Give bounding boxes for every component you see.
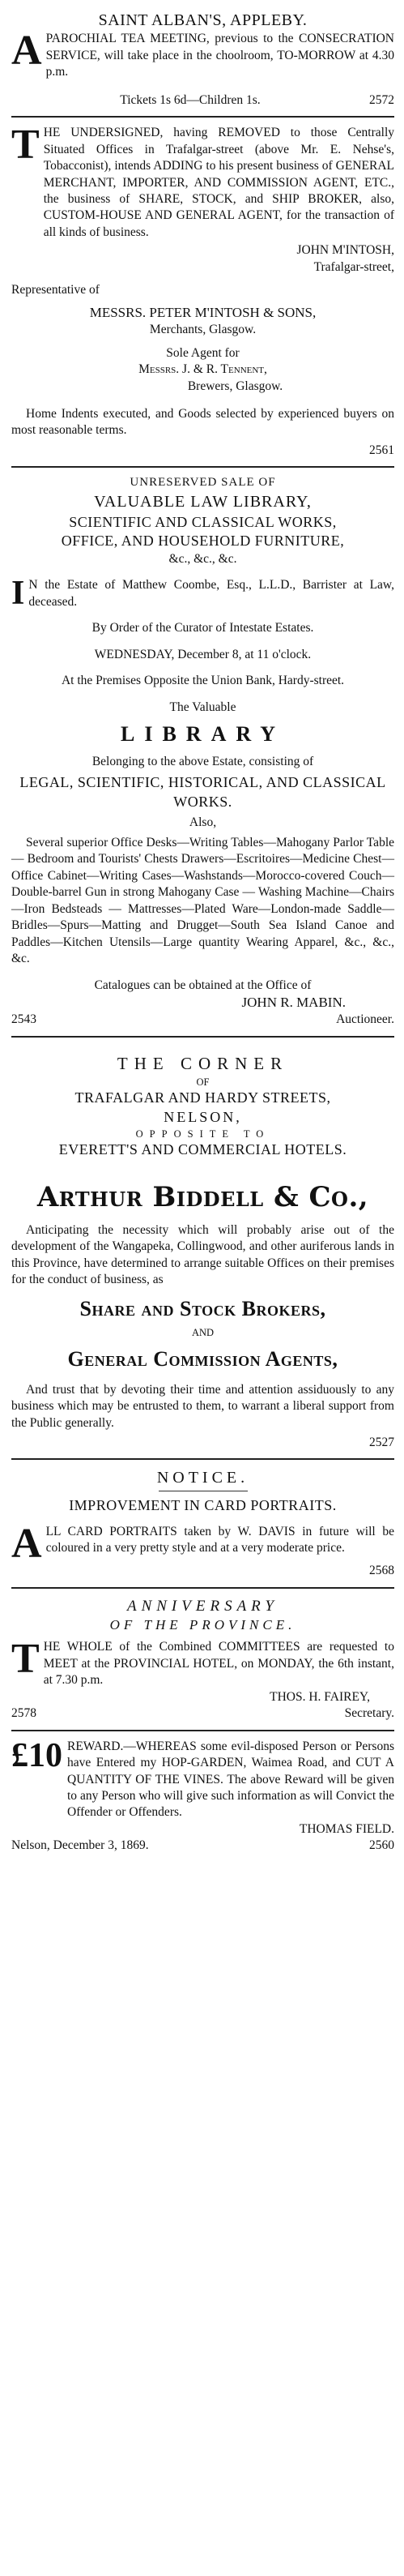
premises: At the Premises Opposite the Union Bank, Hardy-street. — [61, 674, 345, 688]
divider — [11, 1730, 394, 1731]
ad-text: HE UNDERSIGNED, having REMOVED to those Centrally Situated Offices in Trafalgar-street (above Mr. E. Nehse's, Tobacconist), intends ADDING to his present business of GENERAL MERCHANT, IMPORTER, AND COMMISSION AGENT, ETC., the business of SHARE, STOCK, and SHIP BROKER, also, CUSTOM-HOUSE AND GENERAL AGENT, for the transaction of all kinds of business. — [43, 126, 394, 239]
divider — [11, 1458, 394, 1460]
ad-saint-albans — [11, 5, 394, 113]
sole-agent: Sole Agent for — [166, 345, 240, 360]
sale-line-3: SCIENTIFIC AND CLASSICAL WORKS, — [69, 513, 337, 530]
ad-portraits — [11, 1462, 394, 1584]
ad-number: 2560 — [369, 1838, 394, 1853]
brewers: Brewers, Glasgow. — [187, 379, 283, 393]
signature-street: Trafalgar-street, — [313, 259, 394, 274]
divider — [11, 1036, 394, 1038]
reward-amount: £10 — [11, 1736, 62, 1774]
sale-date: WEDNESDAY, December 8, at 11 o'clock. — [94, 647, 312, 661]
ad-body — [11, 122, 394, 241]
signature-name: THOMAS FIELD. — [299, 1821, 394, 1836]
ad-number: 2568 — [369, 1564, 394, 1578]
ad-number: 2578 — [11, 1706, 36, 1721]
estate-text: N the Estate of Matthew Coombe, Esq., L.L.D., Barrister at Law, deceased. — [28, 578, 394, 609]
ad-biddell — [11, 1040, 394, 1457]
streets: TRAFALGAR AND HARDY STREETS, — [74, 1089, 331, 1106]
estate-para — [11, 575, 394, 613]
ad-text: REWARD.—WHEREAS some evil-disposed Person or Persons have Entered my HOP-GARDEN, Waimea Road, and CUT A QUANTITY OF THE VINES. The above Reward will be given to any Person who will give such information as will Convict the Offender or Offenders. — [67, 1739, 394, 1820]
ad-body — [11, 1736, 394, 1821]
ad-text: Anticipating the necessity which will probably arise out of the development of the Wangapeka, Collingwood, and other auriferous lands in this Province, have determined to arrange suitable Offices on their premises for the conduct of business, as — [11, 1222, 394, 1287]
divider — [11, 116, 394, 118]
ad-title: SAINT ALBAN'S, APPLEBY. — [98, 11, 308, 29]
nelson: NELSON, — [164, 1108, 242, 1125]
drop-cap: A — [11, 1520, 42, 1567]
opposite-label: OPPOSITE TO — [135, 1128, 270, 1140]
ad-footer — [11, 1838, 394, 1854]
ad-text: PAROCHIAL TEA MEETING, previous to the CONSECRATION SERVICE, will take place in the choolroom, TO-MORROW at 4.30 p.m. — [45, 32, 394, 79]
signature-name: JOHN M'INTOSH, — [296, 243, 394, 258]
secretary-label: Secretary. — [344, 1706, 394, 1721]
auctioneer-name: JOHN R. MABIN. — [241, 995, 346, 1010]
ad-footer — [11, 1012, 394, 1028]
library-heading: LIBRARY — [121, 722, 285, 747]
drop-cap: T — [11, 1636, 40, 1683]
improvement-heading: IMPROVEMENT IN CARD PORTRAITS. — [69, 1496, 337, 1513]
and-label: AND — [191, 1326, 215, 1338]
of-label: OF — [196, 1076, 210, 1088]
also-label: Also, — [189, 815, 217, 830]
firm-name: MESSRS. PETER M'INTOSH & SONS, — [89, 304, 317, 320]
tickets: Tickets 1s 6d—Children 1s. — [120, 92, 261, 107]
auctioneer-label: Auctioneer. — [336, 1012, 394, 1027]
hotels: EVERETT'S AND COMMERCIAL HOTELS. — [58, 1141, 347, 1158]
curator-order: By Order of the Curator of Intestate Estates. — [91, 621, 314, 635]
legal-works: LEGAL, SCIENTIFIC, HISTORICAL, AND CLASSICAL WORKS. — [19, 773, 386, 810]
firm-title: Arthur Biddell & Co., — [36, 1180, 369, 1213]
drop-cap: T — [11, 122, 40, 169]
anniversary-heading: ANNIVERSARY — [126, 1597, 279, 1615]
brokers-line: Share and Stock Brokers, — [79, 1296, 326, 1320]
divider — [11, 466, 394, 468]
sale-line-4: OFFICE, AND HOUSEHOLD FURNITURE, — [61, 533, 345, 550]
trust-text: And trust that by devoting their time and attention assiduously to any business which may be entrusted to them, to warrant a liberal support from the Public generally. — [11, 1382, 394, 1430]
belonging: Belonging to the above Estate, consisting of — [91, 754, 314, 768]
notice-heading: NOTICE. — [156, 1469, 249, 1487]
province-heading: OF THE PROVINCE. — [109, 1616, 296, 1632]
drop-cap: A — [11, 28, 42, 75]
ad-body — [11, 1636, 394, 1688]
ad-body — [11, 1520, 394, 1567]
divider — [11, 1587, 394, 1589]
ad-footer — [11, 92, 394, 109]
catalogues: Catalogues can be obtained at the Office of — [94, 978, 312, 992]
ad-footer — [11, 1705, 394, 1722]
drop-cap: I — [11, 575, 25, 613]
tennent: Messrs. J. & R. Tennent, — [138, 362, 267, 377]
sale-items: Several superior Office Desks—Writing Tables—Mahogany Parlor Table — Bedroom and Tourists' Chests Drawers—Escritoires—Medicine Chest—Office Cabinet—Writing Cases—Washstands—Morocco-covered Couch—Double-barrel Gun in strong Mahogany Case — Washing Machine—Chairs—Iron Bedsteads — Mattresses—Plated Ware—London-made Saddle—Bridles—Spurs—Matting and Drugget—South Sea Island Canoe and Paddles—Kitchen Utensils—Large quantity Wearing Apparel, &c., &c., &c. — [11, 835, 394, 966]
ad-text: HE WHOLE of the Combined COMMITTEES are requested to MEET at the PROVINCIAL HOTEL, on MONDAY, the 6th instant, at 7.30 p.m. — [43, 1640, 394, 1688]
dated-line: Nelson, December 3, 1869. — [11, 1838, 149, 1853]
valuable-label: The Valuable — [169, 700, 236, 714]
ad-law-library — [11, 470, 394, 1033]
indents: Home Indents executed, and Goods selected by experienced buyers on most reasonable terms. — [11, 406, 394, 438]
firm-location: Merchants, Glasgow. — [149, 323, 257, 337]
ad-number: 2543 — [11, 1012, 36, 1027]
ad-body — [11, 28, 394, 80]
corner-heading: THE CORNER — [117, 1053, 289, 1073]
ad-mintosh — [11, 120, 394, 464]
secretary-name: THOS. H. FAIREY, — [270, 1689, 370, 1704]
ad-anniversary — [11, 1591, 394, 1727]
ad-text: LL CARD PORTRAITS taken by W. DAVIS in future will be coloured in a very pretty style and at a very moderate price. — [45, 1524, 394, 1555]
sale-line-2: VALUABLE LAW LIBRARY, — [94, 493, 312, 511]
ad-number: 2561 — [369, 443, 394, 457]
rep-label: Representative of — [11, 283, 100, 297]
ad-number: 2527 — [369, 1436, 394, 1450]
ad-number: 2572 — [368, 92, 394, 107]
agents-line: General Commission Agents, — [67, 1347, 338, 1371]
sale-line-1: UNRESERVED SALE OF — [130, 476, 276, 490]
sale-line-5: &c., &c., &c. — [168, 552, 237, 567]
ad-reward — [11, 1734, 394, 1859]
